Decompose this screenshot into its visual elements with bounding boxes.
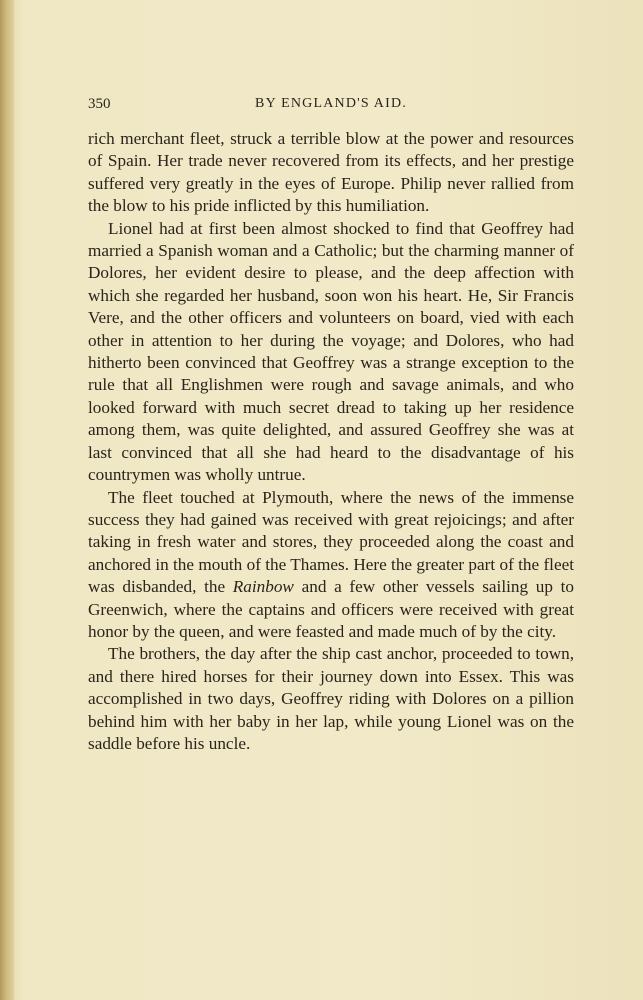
paragraph-1: rich merchant fleet, struck a terrible blow at the power and resources of Spain. Her trade never recovered from its effects, and her prestige suffered very greatly in the eyes of Europe. Philip never rallied from the blow to his pride inflicted by this humiliation. — [88, 129, 574, 216]
running-header — [88, 96, 574, 116]
page-number: 350 — [88, 96, 111, 112]
paragraph-4: The brothers, the day after the ship cast anchor, proceeded to town, and there hired horses for their journey down into Essex. This was accomplished in two days, Geoffrey riding with Dolores on a pillion behind him with her baby in her lap, while young Lionel was on the saddle before his uncle. — [88, 644, 574, 753]
paragraph-3-text-b: and a few other vessels sailing up to Greenwich, where the captains and officers were received with great honor by the queen, and were feasted and made much of by the city. — [88, 577, 574, 641]
book-spine-shadow — [0, 0, 14, 1000]
paragraph-2: Lionel had at first been almost shocked to find that Geoffrey had married a Spanish woman and a Catholic; but the charming manner of Dolores, her evident desire to please, and the deep affection with which she regarded her husband, soon won his heart. He, Sir Francis Vere, and the other officers and volunteers on board, vied with each other in attention to her during the voyage; and Dolores, who had hitherto been convinced that Geoffrey was a strange exception to the rule that all Englishmen were rough and savage animals, and who looked forward with much secret dread to taking up her residence among them, was quite delighted, and assured Geoffrey she was at last convinced that all she had heard to the disadvantage of his countrymen was wholly untrue. — [88, 218, 574, 485]
ship-name-italic: Rainbow — [232, 577, 294, 597]
running-title: BY ENGLAND'S AID. — [255, 96, 407, 111]
page-body — [88, 128, 574, 755]
paragraph-3-text-a: The fleet touched at Plymouth, where the news of the immense success they had gained was received with great rejoicings; and after taking in fresh water and stores, they proceeded along the coast and anchored in the mouth of the Thames. Here the greater part of the fleet was disbanded, the — [88, 487, 574, 597]
paragraph-3 — [88, 487, 574, 644]
